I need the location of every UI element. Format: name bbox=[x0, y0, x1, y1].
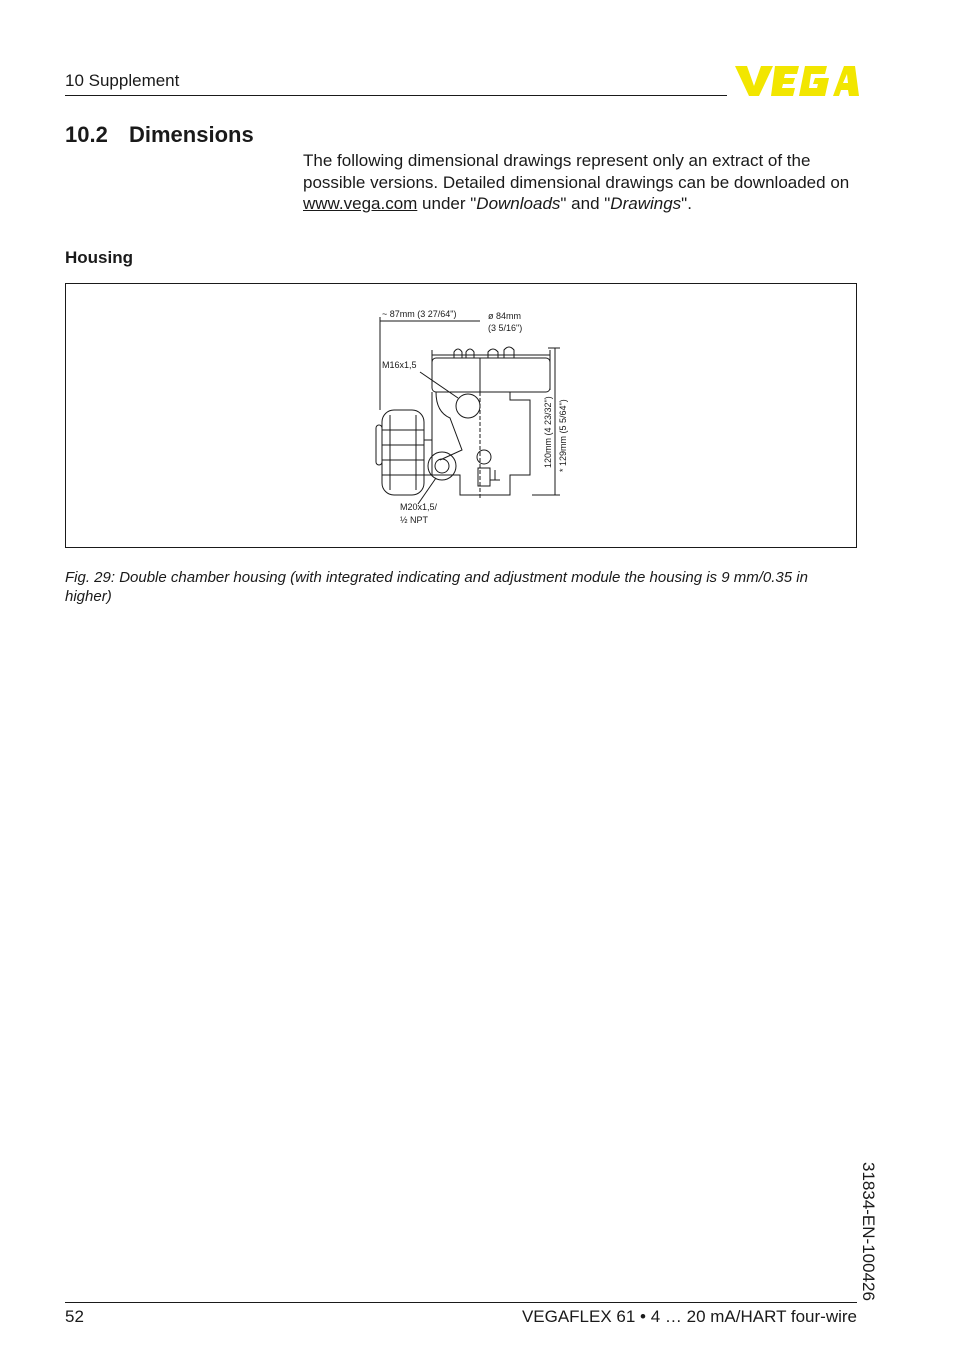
footer-divider bbox=[65, 1302, 857, 1303]
footer-product-name: VEGAFLEX 61 • 4 … 20 mA/HART four-wire bbox=[521, 1307, 857, 1326]
section-title-text: Dimensions bbox=[129, 122, 254, 147]
housing-dimension-drawing bbox=[370, 300, 580, 535]
document-code: 31834-EN-100426 bbox=[859, 1162, 878, 1301]
intro-text-and: " and " bbox=[560, 194, 611, 213]
running-header: 10 Supplement bbox=[65, 71, 180, 90]
intro-text: The following dimensional drawings represent only an extract of the possible versions. Detailed dimensional drawings can be downloaded on bbox=[303, 151, 850, 192]
dim-width-label: ~ 87mm (3 27/64") bbox=[382, 309, 457, 319]
dim-diameter-inch-label: (3 5/16") bbox=[488, 323, 523, 333]
figure-caption: Fig. 29: Double chamber housing (with integrated indicating and adjustment module the housing is 9 mm/0.35 in higher) bbox=[65, 569, 808, 605]
intro-text-mid: under " bbox=[417, 194, 477, 213]
dim-height-label: 120mm (4 23/32") bbox=[543, 396, 553, 468]
vega-logo-graphic bbox=[733, 62, 859, 100]
thread-npt-label: ½ NPT bbox=[400, 515, 429, 525]
dim-height-alt-label: * 129mm (5 5/64") bbox=[558, 399, 568, 472]
header-divider bbox=[65, 95, 727, 96]
thread-m20-label: M20x1,5/ bbox=[400, 502, 438, 512]
downloads-term: Downloads bbox=[476, 194, 561, 213]
section-number: 10.2 bbox=[65, 122, 108, 147]
page-number: 52 bbox=[65, 1307, 84, 1326]
vega-logo bbox=[733, 62, 859, 100]
thread-m16-label: M16x1,5 bbox=[382, 360, 417, 370]
drawings-term: Drawings bbox=[610, 194, 682, 213]
section-heading bbox=[65, 122, 254, 148]
housing-heading: Housing bbox=[65, 248, 133, 267]
vega-website-link[interactable]: www.vega.com bbox=[303, 194, 418, 213]
intro-text-end: ". bbox=[681, 194, 692, 213]
intro-paragraph bbox=[303, 150, 863, 215]
housing-drawing-svg bbox=[370, 300, 580, 535]
dim-diameter-label: ø 84mm bbox=[488, 311, 522, 321]
